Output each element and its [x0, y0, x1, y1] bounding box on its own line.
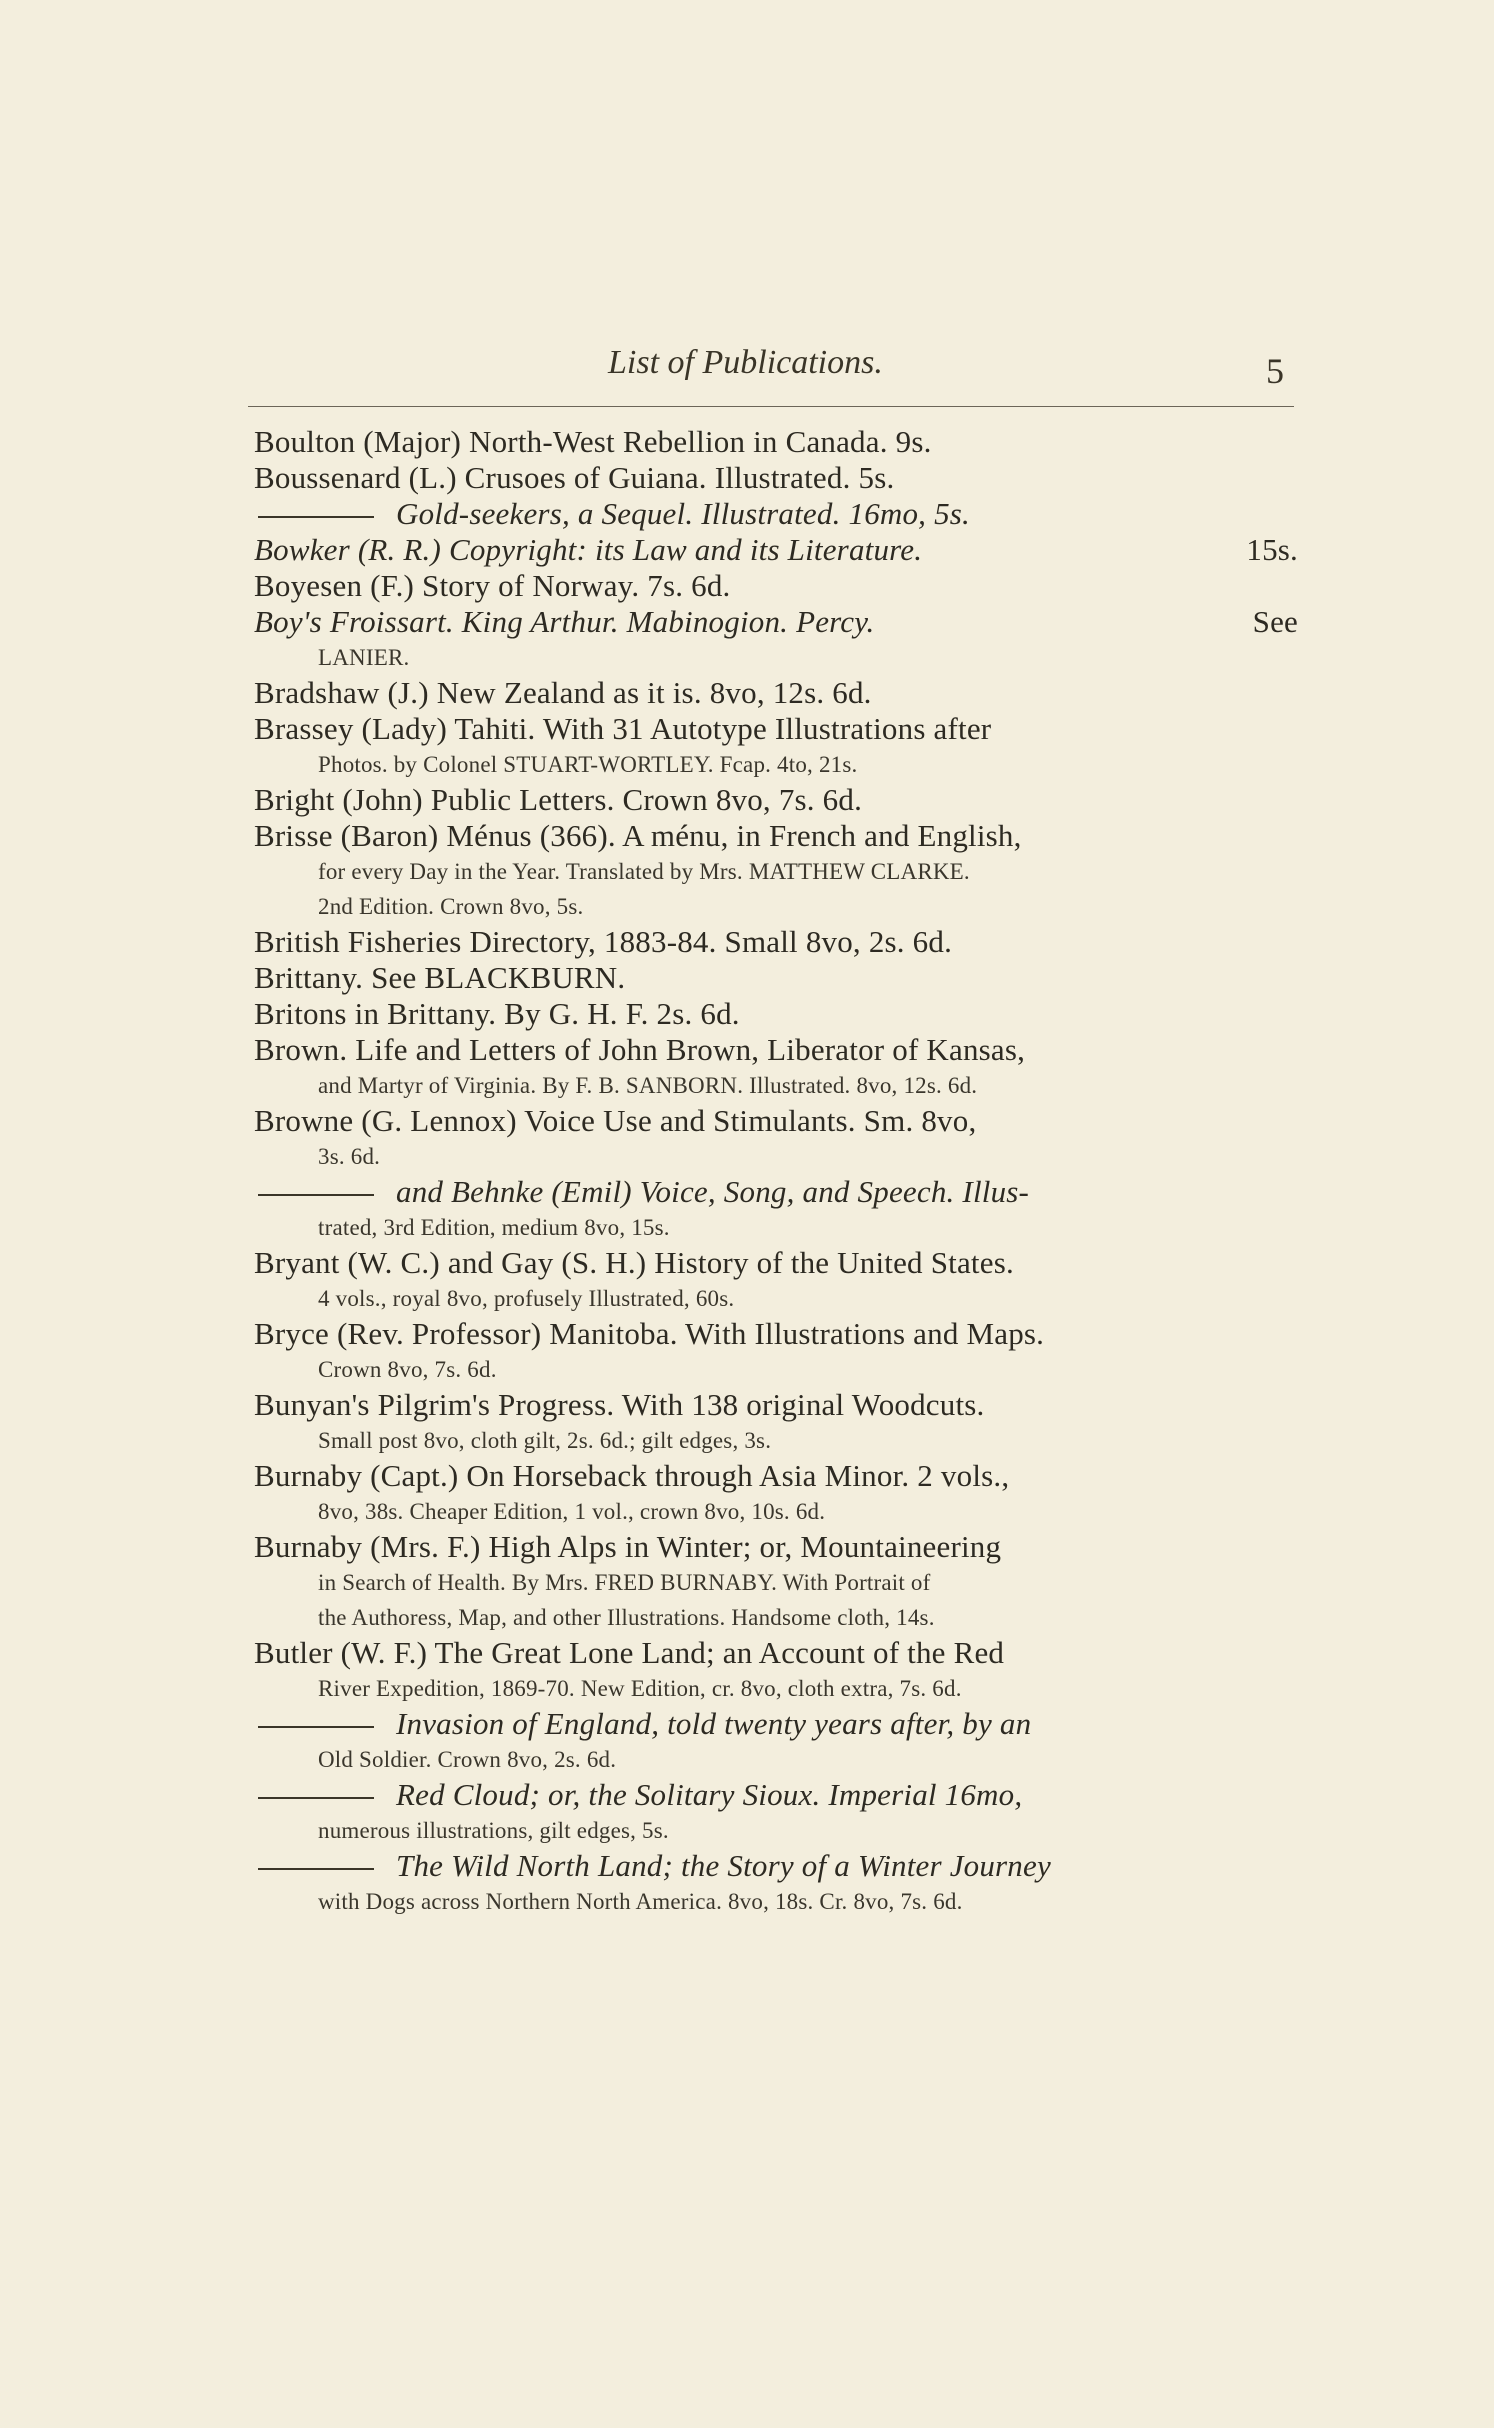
- ditto-dash: [258, 1726, 374, 1728]
- entry-continuation: with Dogs across Northern North America. 8vo, 18s. Cr. 8vo, 7s. 6d.: [318, 1889, 963, 1914]
- entry-line: Bryce (Rev. Professor) Manitoba. With Illustrations and Maps.: [254, 1316, 1045, 1351]
- list-entry: [254, 960, 1298, 996]
- entry-line: Bunyan's Pilgrim's Progress. With 138 original Woodcuts.: [254, 1387, 985, 1422]
- entry-line: Brittany. See BLACKBURN.: [254, 960, 626, 995]
- entry-line: Boussenard (L.) Crusoes of Guiana. Illustrated. 5s.: [254, 460, 895, 495]
- entry-line: Browne (G. Lennox) Voice Use and Stimulants. Sm. 8vo,: [254, 1103, 977, 1138]
- page-number: 5: [1266, 351, 1284, 391]
- entry-line: Bryant (W. C.) and Gay (S. H.) History of the United States.: [254, 1245, 1014, 1280]
- entry-line: Burnaby (Mrs. F.) High Alps in Winter; or, Mountaineering: [254, 1529, 1002, 1564]
- entry-continuation: Crown 8vo, 7s. 6d.: [318, 1357, 497, 1382]
- list-entry: [254, 675, 1298, 711]
- list-entry: [254, 1635, 1298, 1706]
- list-entry: [254, 1032, 1298, 1103]
- list-entry: [254, 1245, 1298, 1316]
- entry-continuation: trated, 3rd Edition, medium 8vo, 15s.: [318, 1215, 670, 1240]
- entry-line: [254, 1706, 1298, 1742]
- entry-continuation: the Authoress, Map, and other Illustrations. Handsome cloth, 14s.: [318, 1605, 935, 1630]
- entry-continuation: Old Soldier. Crown 8vo, 2s. 6d.: [318, 1747, 617, 1772]
- entry-continuation: 2nd Edition. Crown 8vo, 5s.: [318, 894, 584, 919]
- publication-list: [254, 424, 1298, 1919]
- entry-line: [254, 532, 1298, 568]
- entry-line: [254, 1777, 1298, 1813]
- entry-continuation: 8vo, 38s. Cheaper Edition, 1 vol., crown 8vo, 10s. 6d.: [318, 1499, 826, 1524]
- entry-continuation: in Search of Health. By Mrs. FRED BURNABY. With Portrait of: [318, 1570, 931, 1595]
- entry-text: Bowker (R. R.) Copyright: its Law and its Literature.: [254, 532, 923, 567]
- ditto-dash: [258, 1194, 374, 1196]
- running-title: List of Publications.: [608, 344, 883, 381]
- list-entry: [254, 1174, 1298, 1245]
- list-entry: [254, 924, 1298, 960]
- entry-line: British Fisheries Directory, 1883-84. Small 8vo, 2s. 6d.: [254, 924, 953, 959]
- list-entry: [254, 604, 1298, 675]
- entry-line: Boyesen (F.) Story of Norway. 7s. 6d.: [254, 568, 731, 603]
- entry-continuation: Photos. by Colonel STUART-WORTLEY. Fcap. 4to, 21s.: [318, 752, 858, 777]
- entry-text: Gold-seekers, a Sequel. Illustrated. 16mo, 5s.: [396, 496, 970, 531]
- entry-continuation: LANIER.: [318, 645, 410, 670]
- list-entry: [254, 1848, 1298, 1919]
- entry-continuation: Small post 8vo, cloth gilt, 2s. 6d.; gilt edges, 3s.: [318, 1428, 772, 1453]
- running-header: [248, 326, 1294, 407]
- entry-text: The Wild North Land; the Story of a Winter Journey: [396, 1848, 1051, 1883]
- list-entry: [254, 1529, 1298, 1635]
- list-entry: [254, 1316, 1298, 1387]
- list-entry: [254, 1458, 1298, 1529]
- entry-continuation: River Expedition, 1869-70. New Edition, cr. 8vo, cloth extra, 7s. 6d.: [318, 1676, 962, 1701]
- list-entry: [254, 496, 1298, 532]
- entry-line: [254, 496, 1298, 532]
- entry-text: and Behnke (Emil) Voice, Song, and Speech. Illus-: [396, 1174, 1030, 1209]
- list-entry: [254, 460, 1298, 496]
- list-entry: [254, 532, 1298, 568]
- list-entry: [254, 818, 1298, 924]
- list-entry: [254, 711, 1298, 782]
- list-entry: [254, 1777, 1298, 1848]
- entry-continuation: 4 vols., royal 8vo, profusely Illustrated, 60s.: [318, 1286, 735, 1311]
- entry-text: Boy's Froissart. King Arthur. Mabinogion. Percy.: [254, 604, 875, 639]
- list-entry: [254, 1103, 1298, 1174]
- list-entry: [254, 996, 1298, 1032]
- entry-continuation: for every Day in the Year. Translated by Mrs. MATTHEW CLARKE.: [318, 859, 970, 884]
- entry-line: [254, 1848, 1298, 1884]
- entry-continuation: 3s. 6d.: [318, 1144, 381, 1169]
- entry-line: Brown. Life and Letters of John Brown, Liberator of Kansas,: [254, 1032, 1026, 1067]
- ditto-dash: [258, 516, 374, 518]
- entry-text: Invasion of England, told twenty years after, by an: [396, 1706, 1032, 1741]
- entry-see: See: [1252, 604, 1298, 639]
- ditto-dash: [258, 1797, 374, 1799]
- entry-line: Brisse (Baron) Ménus (366). A ménu, in French and English,: [254, 818, 1022, 853]
- entry-line: Bradshaw (J.) New Zealand as it is. 8vo, 12s. 6d.: [254, 675, 872, 710]
- entry-text: Red Cloud; or, the Solitary Sioux. Imperial 16mo,: [396, 1777, 1023, 1812]
- entry-line: Burnaby (Capt.) On Horseback through Asia Minor. 2 vols.,: [254, 1458, 1010, 1493]
- entry-line: Butler (W. F.) The Great Lone Land; an Account of the Red: [254, 1635, 1005, 1670]
- entry-line: Britons in Brittany. By G. H. F. 2s. 6d.: [254, 996, 740, 1031]
- list-entry: [254, 1387, 1298, 1458]
- entry-line: Boulton (Major) North-West Rebellion in Canada. 9s.: [254, 424, 932, 459]
- ditto-dash: [258, 1868, 374, 1870]
- entry-continuation: numerous illustrations, gilt edges, 5s.: [318, 1818, 669, 1843]
- list-entry: [254, 1706, 1298, 1777]
- entry-line: [254, 1174, 1298, 1210]
- list-entry: [254, 424, 1298, 460]
- entry-line: Brassey (Lady) Tahiti. With 31 Autotype Illustrations after: [254, 711, 992, 746]
- entry-continuation: and Martyr of Virginia. By F. B. SANBORN. Illustrated. 8vo, 12s. 6d.: [318, 1073, 978, 1098]
- list-entry: [254, 782, 1298, 818]
- entry-line: Bright (John) Public Letters. Crown 8vo, 7s. 6d.: [254, 782, 863, 817]
- list-entry: [254, 568, 1298, 604]
- entry-price: 15s.: [1246, 532, 1298, 567]
- entry-line: [254, 604, 1298, 640]
